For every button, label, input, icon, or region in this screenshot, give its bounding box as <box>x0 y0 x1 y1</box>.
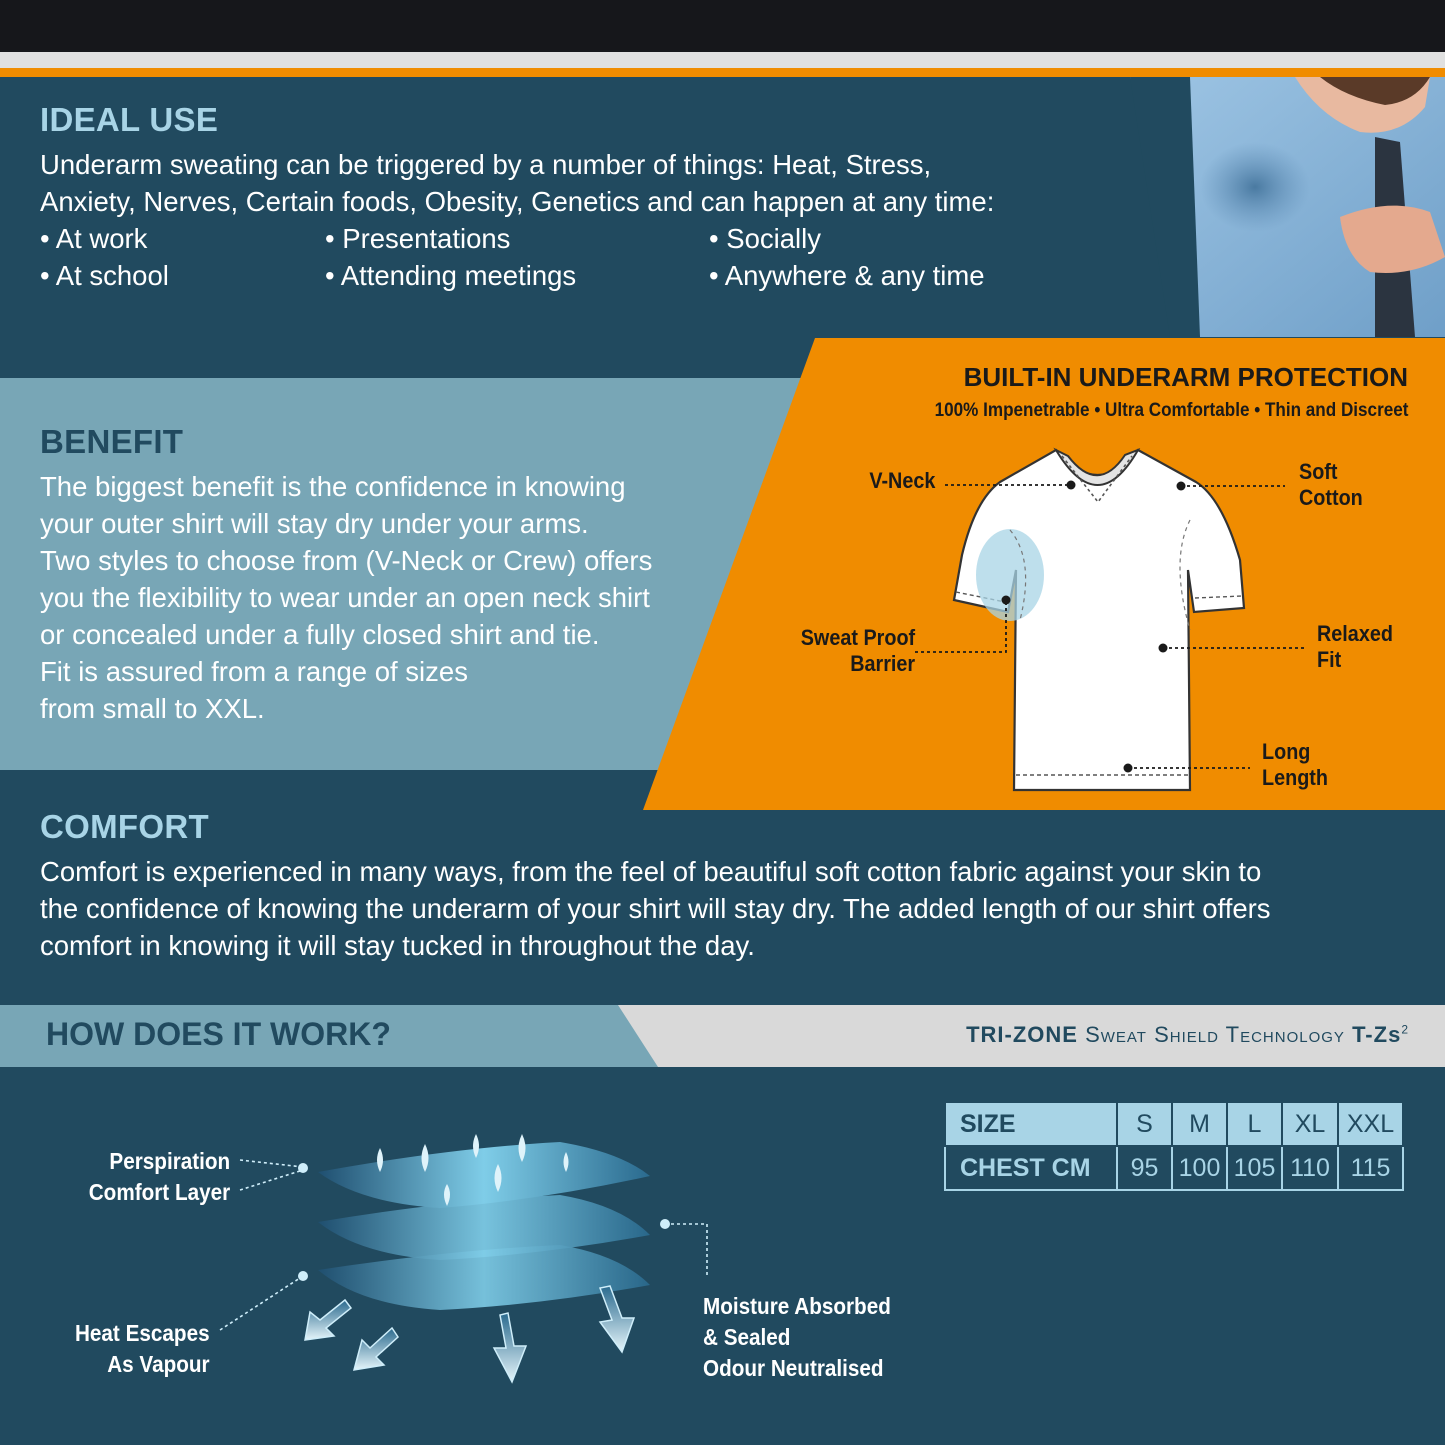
comfort-line: the confidence of knowing the underarm of your shirt will stay dry. The added length of our shirt offers <box>40 893 1271 924</box>
ideal-use-intro-line-1: Underarm sweating can be triggered by a number of things: Heat, Stress, <box>40 149 932 180</box>
tri-zone-technology-line <box>966 1022 1409 1048</box>
size-cell: XL <box>1282 1102 1338 1146</box>
heat-line-1: Heat Escapes <box>75 1320 210 1346</box>
benefit-line: or concealed under a fully closed shirt and tie. <box>40 619 600 650</box>
benefit-line: you the flexibility to wear under an open neck shirt <box>40 582 650 613</box>
callout-long-length <box>1262 739 1328 791</box>
size-chart-table <box>944 1101 1404 1191</box>
benefit-line: from small to XXL. <box>40 693 265 724</box>
comfort-heading: COMFORT <box>40 808 209 845</box>
bullet-at-work: • At work <box>40 223 148 254</box>
protection-subtitle: 100% Impenetrable • Ultra Comfortable • Thin and Discreet <box>934 400 1408 421</box>
size-cell: M <box>1172 1102 1227 1146</box>
callout-soft-cotton <box>1299 459 1363 511</box>
bullet-attending-meetings: • Attending meetings <box>325 260 577 291</box>
callout-vneck-label: V-Neck <box>868 468 935 493</box>
benefit-heading: BENEFIT <box>40 423 184 460</box>
callout-relaxed-fit <box>1317 621 1393 673</box>
perspiration-line-1: Perspiration <box>109 1148 230 1174</box>
label-moisture-absorbed <box>703 1291 891 1384</box>
chest-cell: 95 <box>1117 1146 1172 1190</box>
size-row <box>945 1102 1403 1146</box>
chest-row <box>945 1146 1403 1190</box>
callout-soft-cotton-line-2: Cotton <box>1299 485 1363 510</box>
chest-cell: 100 <box>1172 1146 1227 1190</box>
size-cell: L <box>1227 1102 1282 1146</box>
callout-long-line-1: Long <box>1262 739 1311 764</box>
comfort-line: Comfort is experienced in many ways, from the feel of beautiful soft cotton fabric against your skin to <box>40 856 1262 887</box>
chest-header-label: CHEST CM <box>945 1146 1117 1190</box>
protection-title: BUILT-IN UNDERARM PROTECTION <box>963 362 1408 392</box>
moisture-line-3: Odour Neutralised <box>703 1355 884 1381</box>
callout-vneck <box>869 468 935 494</box>
comfort-text <box>40 853 1271 964</box>
chest-cell: 110 <box>1282 1146 1338 1190</box>
callout-sweat-proof-barrier <box>801 625 915 677</box>
callout-sweat-proof-line-2: Barrier <box>850 651 915 676</box>
tech-code: T-Zs <box>1352 1022 1402 1047</box>
benefit-line: Fit is assured from a range of sizes <box>40 656 468 687</box>
ideal-use-heading: IDEAL USE <box>40 101 219 138</box>
size-cell: S <box>1117 1102 1172 1146</box>
callout-relaxed-line-2: Fit <box>1317 647 1342 672</box>
size-header-label: SIZE <box>945 1102 1117 1146</box>
tech-code-sup: 2 <box>1401 1022 1409 1037</box>
callout-long-line-2: Length <box>1262 765 1328 790</box>
label-perspiration-layer <box>89 1146 230 1208</box>
tri-zone-label: TRI-ZONE <box>966 1022 1078 1047</box>
how-does-it-work-title: HOW DOES IT WORK? <box>46 1016 391 1052</box>
bullet-socially: • Socially <box>709 223 822 254</box>
benefit-line: The biggest benefit is the confidence in knowing <box>40 471 626 502</box>
heat-line-2: As Vapour <box>107 1351 210 1377</box>
size-cell: XXL <box>1338 1102 1403 1146</box>
bullet-at-school: • At school <box>40 260 169 291</box>
callout-soft-cotton-line-1: Soft <box>1299 459 1338 484</box>
benefit-line: Two styles to choose from (V-Neck or Crew) offers <box>40 545 653 576</box>
ideal-use-intro-line-2: Anxiety, Nerves, Certain foods, Obesity, Genetics and can happen at any time: <box>40 186 995 217</box>
bullet-presentations: • Presentations <box>325 223 511 254</box>
callout-relaxed-line-1: Relaxed <box>1317 621 1393 646</box>
benefit-line: your outer shirt will stay dry under your arms. <box>40 508 589 539</box>
bullet-anywhere: • Anywhere & any time <box>709 260 985 291</box>
comfort-line: comfort in knowing it will stay tucked in throughout the day. <box>40 930 755 961</box>
moisture-line-2: & Sealed <box>703 1324 791 1350</box>
perspiration-line-2: Comfort Layer <box>88 1179 230 1205</box>
tech-text: Sweat Shield Technology <box>1085 1022 1345 1047</box>
chest-cell: 115 <box>1338 1146 1403 1190</box>
moisture-line-1: Moisture Absorbed <box>703 1293 891 1319</box>
label-heat-escapes <box>75 1318 210 1380</box>
chest-cell: 105 <box>1227 1146 1282 1190</box>
callout-sweat-proof-line-1: Sweat Proof <box>800 625 915 650</box>
